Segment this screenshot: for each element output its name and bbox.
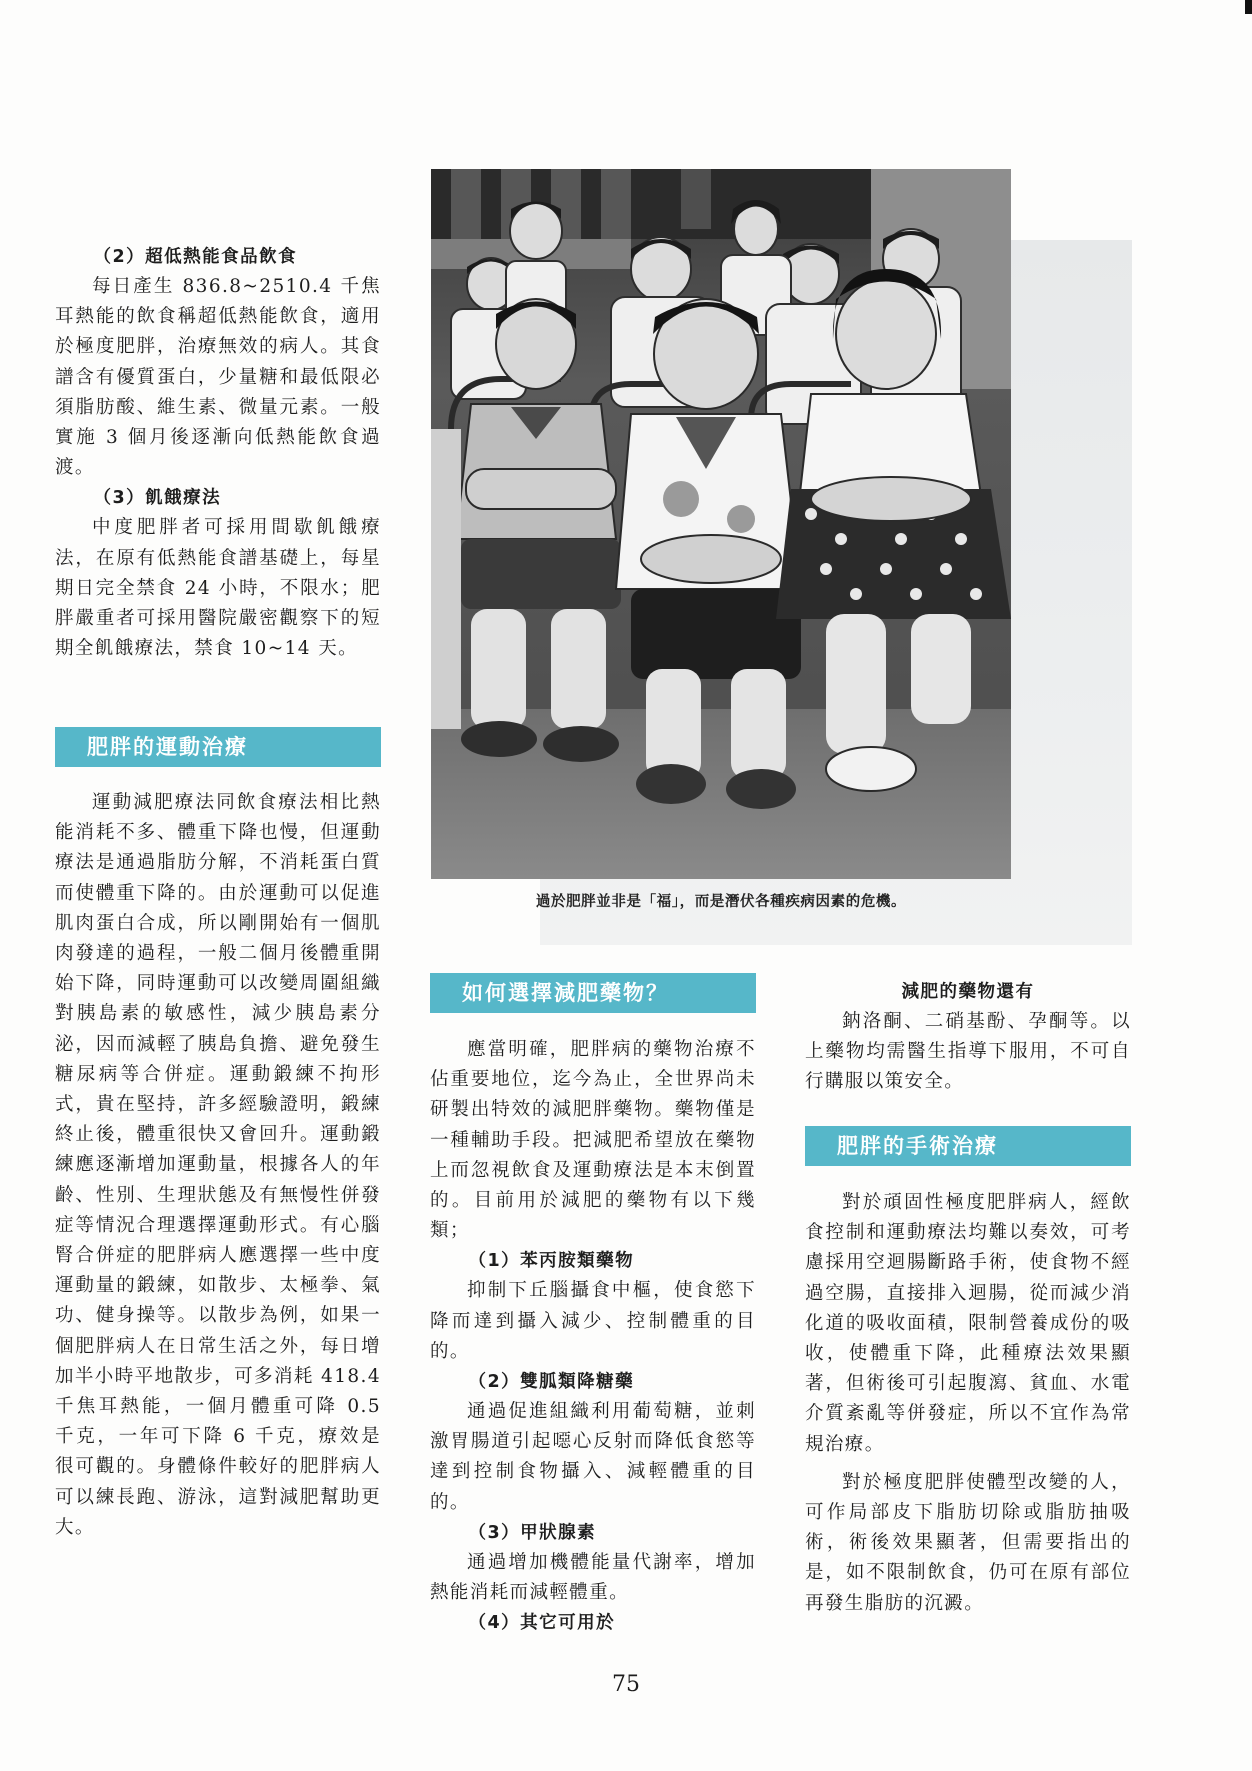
classroom-photo [431, 169, 1011, 879]
exercise-section [55, 788, 381, 1543]
paragraph-drug-intro: 應當明確，肥胖病的藥物治療不佔重要地位，迄今為止，全世界尚未研製出特效的減肥胖藥物。藥物僅是一種輔助手段。把減肥希望放在藥物上而忽視飲食及運動療法是本末倒置的。目前用於減肥的藥物有以下幾類； [430, 1039, 756, 1242]
paragraph-starvation-therapy: 中度肥胖者可採用間歇飢餓療法，在原有低熱能食譜基礎上，每星期日完全禁食 24 小時，不限水；肥胖嚴重者可採用醫院嚴密觀察下的短期全飢餓療法，禁食 10~14 天。 [55, 517, 381, 660]
subheading-other-drugs-continued: 減肥的藥物還有 [901, 982, 1035, 1002]
section-banner-surgery: 肥胖的手術治療 [805, 1126, 1131, 1166]
section-banner-drugs: 如何選擇減肥藥物？ [430, 973, 756, 1013]
paragraph-other-drugs: 鈉洛酮、二硝基酚、孕酮等。以上藥物均需醫生指導下服用，不可自行購服以策安全。 [805, 1011, 1131, 1093]
subheading-thyroxine: （3）甲狀腺素 [468, 1522, 597, 1543]
subheading-amphetamines: （1）苯丙胺類藥物 [468, 1251, 635, 1272]
paragraph-bypass-surgery: 對於頑固性極度肥胖病人，經飲食控制和運動療法均難以奏效，可考慮採用空迴腸斷路手術，使食物不經過空腸，直接排入迴腸，從而減少消化道的吸收面積，限制營養成份的吸收，使體重下降，此種療法效果顯著，但術後可引起腹瀉、貧血、水電介質紊亂等併發症，所以不宜作為常規治療。 [805, 1192, 1131, 1455]
paragraph-amphetamines: 抑制下丘腦攝食中樞，使食慾下降而達到攝入減少、控制體重的目的。 [430, 1280, 756, 1362]
photo-illustration [431, 169, 1011, 879]
subheading-biguanides: （2）雙胍類降糖藥 [468, 1372, 635, 1393]
subheading-other-drugs: （4）其它可用於 [468, 1613, 616, 1634]
right-column-top [805, 977, 1131, 1098]
photo-caption: 過於肥胖並非是「福」，而是潛伏各種疾病因素的危機。 [535, 894, 907, 910]
subheading-starvation-therapy: （3）飢餓療法 [93, 488, 222, 509]
page-number: 75 [612, 1672, 640, 1697]
middle-column [430, 1035, 756, 1638]
section-banner-exercise: 肥胖的運動治療 [55, 727, 381, 767]
surgery-section [805, 1188, 1131, 1619]
left-column [55, 242, 381, 664]
paragraph-biguanides: 通過促進組織利用葡萄糖，並刺激胃腸道引起噁心反射而降低食慾等達到控制食物攝入、減輕體重的目的。 [430, 1401, 756, 1513]
registration-mark [1245, 0, 1252, 14]
paragraph-exercise-therapy: 運動減肥療法同飲食療法相比熱能消耗不多、體重下降也慢，但運動療法是通過脂肪分解，不消耗蛋白質而使體重下降的。由於運動可以促進肌肉蛋白合成，所以剛開始有一個肌肉發達的過程，一般二個月後體重開始下降，同時運動可以改變周圍組織對胰島素的敏感性，減少胰島素分泌，因而減輕了胰島負擔、避免發生糖尿病等合併症。運動鍛練不拘形式，貴在堅持，許多經驗證明，鍛練終止後，體重很快又會回升。運動鍛練應逐漸增加運動量，根據各人的年齡、性別、生理狀態及有無慢性併發症等情況合理選擇運動形式。有心腦腎合併症的肥胖病人應選擇一些中度運動量的鍛練，如散步、太極拳、氣功、健身操等。以散步為例，如果一個肥胖病人在日常生活之外，每日增加半小時平地散步，可多消耗 418.4 千焦耳熱能，一個月體重可降 0.5 千克，一年可下降 6 千克，療效是很可觀的。身體條件較好的肥胖病人可以練長跑、游泳，這對減肥幫助更大。 [55, 792, 381, 1538]
subheading-ultra-low-calorie: （2）超低熱能食品飲食 [93, 247, 298, 267]
paragraph-thyroxine: 通過增加機體能量代謝率，增加熱能消耗而減輕體重。 [430, 1551, 756, 1604]
paragraph-ultra-low-calorie: 每日產生 836.8~2510.4 千焦耳熱能的飲食稱超低熱能飲食，適用於極度肥胖，治療無效的病人。其食譜含有優質蛋白，少量糖和最低限必須脂肪酸、維生素、微量元素。一般實施 3 個月後逐漸向低熱能飲食過渡。 [55, 276, 381, 479]
paragraph-liposuction: 對於極度肥胖使體型改變的人，可作局部皮下脂肪切除或脂肪抽吸術，術後效果顯著，但需要指出的是，如不限制飲食，仍可在原有部位再發生脂肪的沉澱。 [805, 1471, 1131, 1614]
